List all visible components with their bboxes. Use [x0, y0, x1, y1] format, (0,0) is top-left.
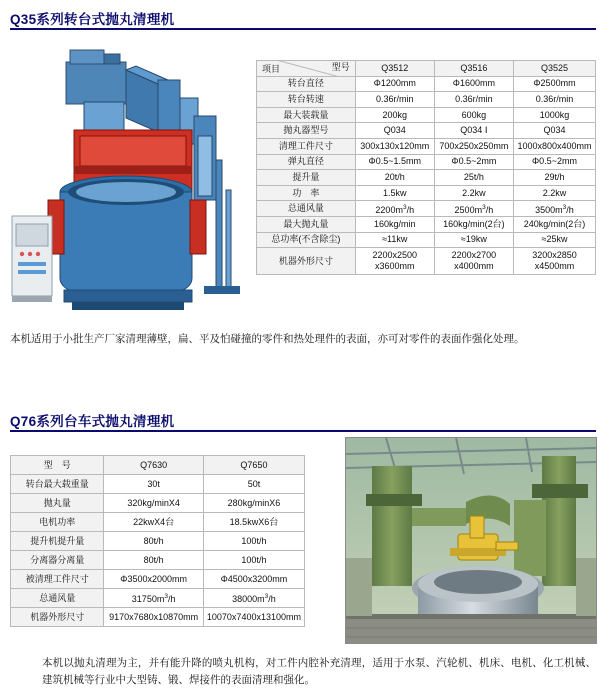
row-value-cell: 50t: [203, 475, 304, 494]
row-value-cell: Q034: [355, 123, 434, 139]
row-label-cell: 转台直径: [257, 76, 356, 92]
table-row: [257, 138, 596, 154]
model-header-cell: Q3516: [434, 61, 513, 77]
row-value-cell: Φ3500x2000mm: [104, 570, 204, 589]
row-value-cell: 2200x2500 x3600mm: [355, 248, 434, 275]
row-value-cell: 80t/h: [104, 532, 204, 551]
section1-heading: Q35系列转台式抛丸清理机: [10, 12, 175, 27]
row-value-cell: 100t/h: [203, 532, 304, 551]
table-row: [257, 107, 596, 123]
row-value-cell: 0.36r/min: [355, 92, 434, 108]
row-value-cell: 2.2kw: [434, 185, 513, 201]
table-row: [11, 513, 305, 532]
row-value-cell: $2500m^3/h$: [434, 201, 513, 217]
row-label-cell: 最大装载量: [257, 107, 356, 123]
table-row: [257, 216, 596, 232]
table-row: [11, 570, 305, 589]
row-value-cell: 1000x800x400mm: [513, 138, 595, 154]
q35-spec-table-wrap: [256, 60, 596, 275]
row-value-cell: 160kg/min: [355, 216, 434, 232]
table-row: [11, 494, 305, 513]
row-label-cell: 提升机提升量: [11, 532, 104, 551]
row-label-cell: 提升量: [257, 170, 356, 186]
table-row: [11, 475, 305, 494]
row-value-cell: 240kg/min(2台): [513, 216, 595, 232]
diagonal-header-top: 型号: [331, 62, 350, 72]
row-value-cell: 20t/h: [355, 170, 434, 186]
row-value-cell: 200kg: [355, 107, 434, 123]
table-row: [257, 185, 596, 201]
row-value-cell: $38000m^3/h$: [203, 589, 304, 608]
row-label-cell: 机器外形尺寸: [257, 248, 356, 275]
row-value-cell: 29t/h: [513, 170, 595, 186]
table-row: [11, 532, 305, 551]
table-row: [11, 589, 305, 608]
row-value-cell: 0.36r/min: [513, 92, 595, 108]
table-row: [257, 92, 596, 108]
model-header-cell: Q7630: [104, 456, 204, 475]
row-label-cell: 转台最大载重量: [11, 475, 104, 494]
row-value-cell: 2.2kw: [513, 185, 595, 201]
row-label-cell: 电机功率: [11, 513, 104, 532]
row-value-cell: Φ1200mm: [355, 76, 434, 92]
table-row: [257, 154, 596, 170]
row-value-cell: 1000kg: [513, 107, 595, 123]
row-value-cell: 600kg: [434, 107, 513, 123]
row-value-cell: 10070x7400x13100mm: [203, 608, 304, 627]
row-value-cell: ≈19kw: [434, 232, 513, 248]
row-label-cell: 抛丸量: [11, 494, 104, 513]
section2-divider: [10, 430, 596, 432]
table-row: [11, 551, 305, 570]
row-value-cell: 1.5kw: [355, 185, 434, 201]
table-row: [257, 201, 596, 217]
diagonal-header-cell: [257, 61, 356, 77]
row-label-cell: 清理工件尺寸: [257, 138, 356, 154]
section2-heading: Q76系列台车式抛丸清理机: [10, 414, 175, 429]
row-value-cell: Φ0.5~1.5mm: [355, 154, 434, 170]
row-value-cell: 0.36r/min: [434, 92, 513, 108]
row-value-cell: Q034 Ⅰ: [434, 123, 513, 139]
row-value-cell: 100t/h: [203, 551, 304, 570]
row-value-cell: 280kg/minX6: [203, 494, 304, 513]
table-header-row: [257, 61, 596, 77]
row-value-cell: Φ0.5~2mm: [513, 154, 595, 170]
row-label-cell: 总通风量: [257, 201, 356, 217]
row-value-cell: 320kg/minX4: [104, 494, 204, 513]
row-value-cell: Φ1600mm: [434, 76, 513, 92]
table-row: [257, 123, 596, 139]
row-value-cell: ≈11kw: [355, 232, 434, 248]
row-value-cell: 30t: [104, 475, 204, 494]
workshop-photo: [345, 437, 597, 644]
diagonal-header-bottom: 项目: [262, 63, 281, 74]
row-value-cell: Φ2500mm: [513, 76, 595, 92]
row-label-cell: 功 率: [257, 185, 356, 201]
row-value-cell: 300x130x120mm: [355, 138, 434, 154]
row-label-cell: 最大抛丸量: [257, 216, 356, 232]
row-label-cell: 机器外形尺寸: [11, 608, 104, 627]
row-label-cell: 被清理工件尺寸: [11, 570, 104, 589]
row-label-cell: 弹丸直径: [257, 154, 356, 170]
header-label-cell: 型 号: [11, 456, 104, 475]
model-header-cell: Q7650: [203, 456, 304, 475]
row-value-cell: 2200x2700 x4000mm: [434, 248, 513, 275]
row-value-cell: $3500m^3/h$: [513, 201, 595, 217]
q35-spec-table: [256, 60, 596, 275]
table-row: [257, 170, 596, 186]
table-row: [257, 248, 596, 275]
row-label-cell: 总功率(不含除尘): [257, 232, 356, 248]
row-value-cell: 80t/h: [104, 551, 204, 570]
section2-caption: 本机以抛丸清理为主，并有能升降的喷丸机构，对工件内腔补充清理，适用于水泵、汽轮机、机床、电机、化工机械、建筑机械等行业中大型铸、锻、焊接件的表面清理和强化。: [42, 657, 596, 686]
row-value-cell: Φ0.5~2mm: [434, 154, 513, 170]
q76-spec-table: [10, 455, 305, 627]
row-label-cell: 抛丸器型号: [257, 123, 356, 139]
row-value-cell: ≈25kw: [513, 232, 595, 248]
row-label-cell: 分离器分离量: [11, 551, 104, 570]
row-value-cell: 700x250x250mm: [434, 138, 513, 154]
row-value-cell: 9170x7680x10870mm: [104, 608, 204, 627]
row-value-cell: Q034: [513, 123, 595, 139]
section1-divider: [10, 28, 596, 30]
row-value-cell: 3200x2850 x4500mm: [513, 248, 595, 275]
row-value-cell: 160kg/min(2台): [434, 216, 513, 232]
table-row: [11, 608, 305, 627]
table-row: [257, 232, 596, 248]
q76-spec-table-wrap: [10, 455, 305, 627]
section1-caption: 本机适用于小批生产厂家清理薄壁，扁、平及怕碰撞的零件和热处理件的表面，亦可对零件的表面作强化处理。: [10, 333, 525, 345]
row-value-cell: 22kwX4台: [104, 513, 204, 532]
shot-blasting-machine-illustration: [8, 40, 248, 320]
row-value-cell: 18.5kwX6台: [203, 513, 304, 532]
model-header-cell: Q3525: [513, 61, 595, 77]
model-header-cell: Q3512: [355, 61, 434, 77]
row-value-cell: $2200m^3/h$: [355, 201, 434, 217]
row-label-cell: 转台转速: [257, 92, 356, 108]
row-label-cell: 总通风量: [11, 589, 104, 608]
table-header-row: [11, 456, 305, 475]
row-value-cell: 25t/h: [434, 170, 513, 186]
row-value-cell: Φ4500x3200mm: [203, 570, 304, 589]
table-row: [257, 76, 596, 92]
row-value-cell: $31750m^3/h$: [104, 589, 204, 608]
